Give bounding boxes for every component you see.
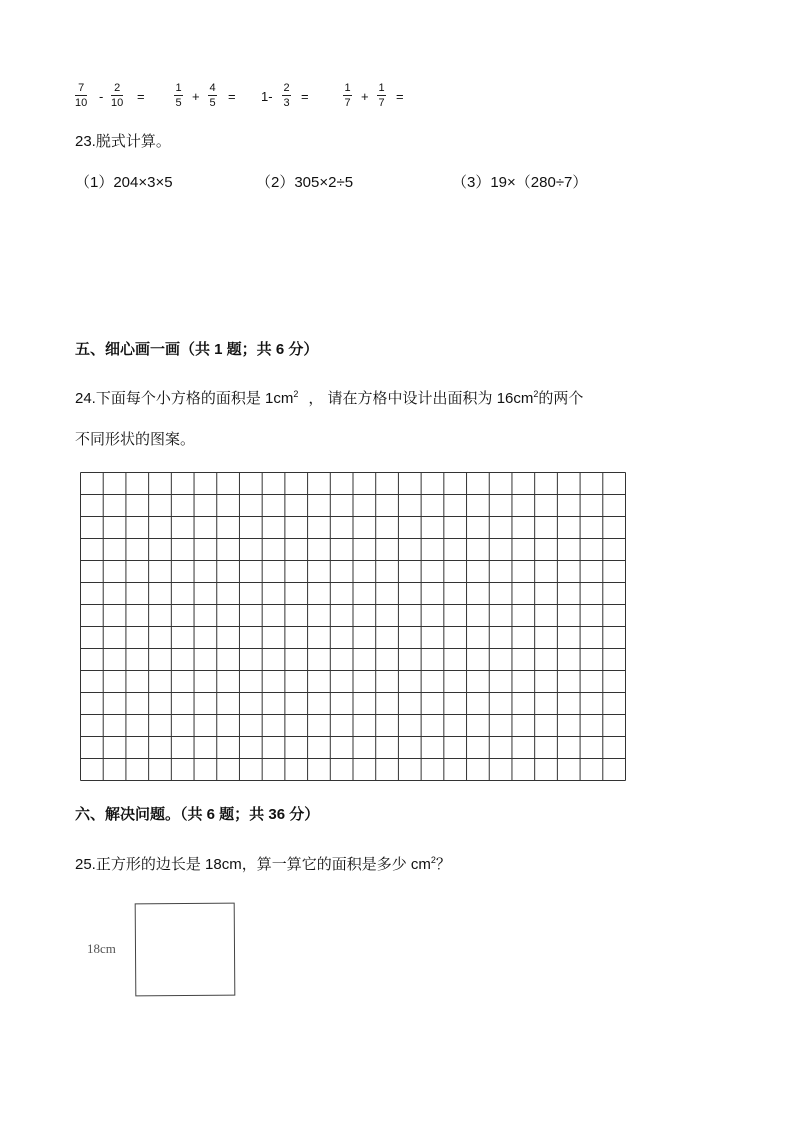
q25-text: 25.正方形的边长是 18cm，算一算它的面积是多少 $cm^2$？: [75, 855, 451, 873]
q23-title: 23.脱式计算。: [75, 133, 171, 150]
equals-sign: =: [301, 89, 309, 104]
fraction-2-3: 2 3: [283, 82, 290, 109]
equals-sign: =: [228, 89, 236, 104]
minus-sign: -: [99, 89, 104, 104]
square-figure: [135, 903, 236, 997]
one-minus: 1-: [261, 89, 273, 104]
section-6-heading: 六、解决问题。（共 6 题；共 36 分）: [75, 806, 320, 823]
square-grid[interactable]: [80, 472, 626, 782]
fraction-4-5: 4 5: [209, 82, 216, 109]
q23-item-2: （2）305×2÷5: [256, 174, 354, 191]
fraction-1-7: 1 7: [378, 82, 385, 109]
fraction-1-7: 1 7: [344, 82, 351, 109]
section-5-heading: 五、细心画一画（共 1 题；共 6 分）: [75, 341, 319, 358]
fraction-7-10: 7 10: [75, 82, 88, 109]
fraction-2-10: 2 10: [111, 82, 124, 109]
plus-sign: +: [361, 89, 369, 104]
equals-sign: =: [396, 89, 404, 104]
q24-line-2: 不同形状的图案。: [75, 431, 196, 448]
plus-sign: +: [192, 89, 200, 104]
q23-item-3: （3）19×（280÷7）: [452, 174, 588, 191]
equals-sign: =: [137, 89, 145, 104]
square-side-label: 18cm: [87, 941, 116, 956]
q24-line-1: 24.下面每个小方格的面积是 $1cm^2$ ， 请在方格中设计出面积为 $16cm^2$的两个: [75, 389, 584, 407]
fraction-1-5: 1 5: [175, 82, 182, 109]
q23-item-1: （1）204×3×5: [75, 174, 173, 191]
